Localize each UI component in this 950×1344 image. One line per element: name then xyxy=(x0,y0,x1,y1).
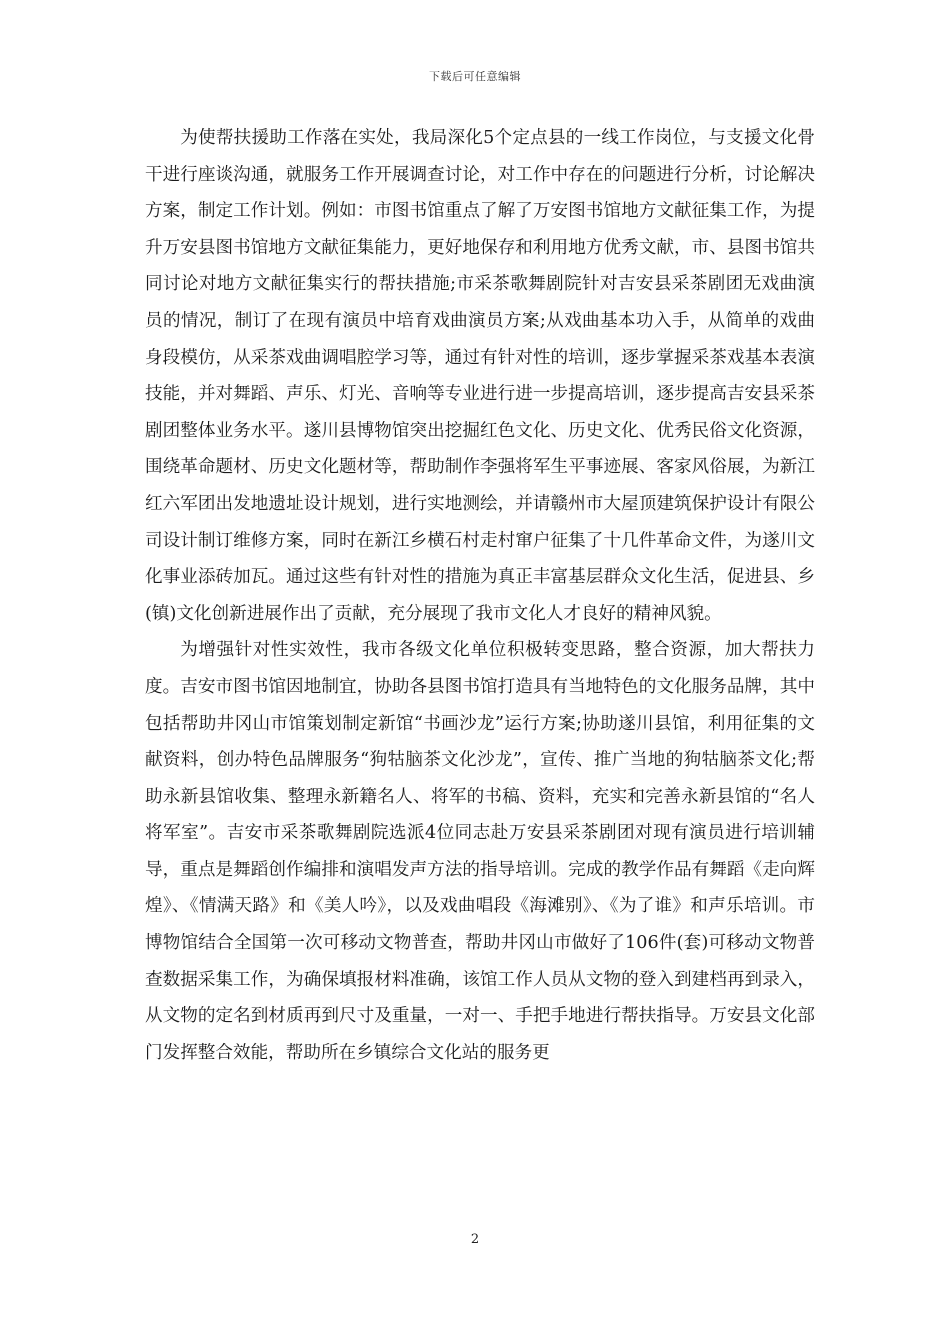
body-paragraph-1: 为使帮扶援助工作落在实处，我局深化5个定点县的一线工作岗位，与支援文化骨干进行座谈沟通，就服务工作开展调查讨论，对工作中存在的问题进行分析，讨论解决方案，制定工作计划。例如：市图书馆重点了解了万安图书馆地方文献征集工作，为提升万安县图书馆地方文献征集能力，更好地保存和利用地方优秀文献，市、县图书馆共同讨论对地方文献征集实行的帮扶措施;市采茶歌舞剧院针对吉安县采茶剧团无戏曲演员的情况，制订了在现有演员中培育戏曲演员方案;从戏曲基本功入手，从简单的戏曲身段模仿，从采茶戏曲调唱腔学习等，通过有针对性的培训，逐步掌握采茶戏基本表演技能，并对舞蹈、声乐、灯光、音响等专业进行进一步提高培训，逐步提高吉安县采茶剧团整体业务水平。遂川县博物馆突出挖掘红色文化、历史文化、优秀民俗文化资源，围绕革命题材、历史文化题材等，帮助制作李强将军生平事迹展、客家风俗展，为新江红六军团出发地遗址设计规划，进行实地测绘，并请赣州市大屋顶建筑保护设计有限公司设计制订维修方案，同时在新江乡横石村走村窜户征集了十几件革命文件，为遂川文化事业添砖加瓦。通过这些有针对性的措施为真正丰富基层群众文化生活，促进县、乡(镇)文化创新进展作出了贡献，充分展现了我市文化人才良好的精神风貌。 xyxy=(145,128,815,624)
document-body xyxy=(145,120,815,1071)
page-header: 下载后可任意编辑 xyxy=(429,70,521,83)
page-number: 2 xyxy=(470,1232,480,1247)
body-paragraph-2: 为增强针对性实效性，我市各级文化单位积极转变思路，整合资源，加大帮扶力度。吉安市图书馆因地制宜，协助各县图书馆打造具有当地特色的文化服务品牌，其中包括帮助井冈山市馆策划制定新馆“书画沙龙”运行方案;协助遂川县馆，利用征集的文献资料，创办特色品牌服务“狗牯脑茶文化沙龙”，宣传、推广当地的狗牯脑茶文化;帮助永新县馆收集、整理永新籍名人、将军的书稿、资料，充实和完善永新县馆的“名人将军室”。吉安市采茶歌舞剧院选派4位同志赴万安县采茶剧团对现有演员进行培训辅导，重点是舞蹈创作编排和演唱发声方法的指导培训。完成的教学作品有舞蹈《走向辉煌》、《情满天路》和《美人吟》，以及戏曲唱段《海滩别》、《为了谁》和声乐培训。市博物馆结合全国第一次可移动文物普查，帮助井冈山市做好了106件(套)可移动文物普查数据采集工作，为确保填报材料准确，该馆工作人员从文物的登入到建档再到录入，从文物的定名到材质再到尺寸及重量，一对一、手把手地进行帮扶指导。万安县文化部门发挥整合效能，帮助所在乡镇综合文化站的服务更 xyxy=(145,640,815,1063)
